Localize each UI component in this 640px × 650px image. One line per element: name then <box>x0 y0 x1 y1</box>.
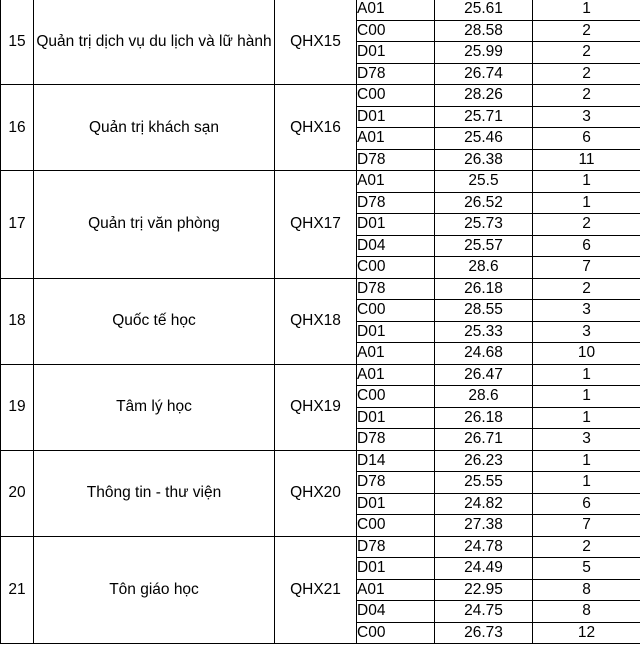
subject-combination-cell: D78 <box>357 278 435 300</box>
priority-rank-cell: 8 <box>533 579 640 601</box>
major-name-cell: Quản trị khách sạn <box>34 85 275 171</box>
subject-combination-cell: D04 <box>357 601 435 623</box>
priority-rank-cell: 3 <box>533 106 640 128</box>
major-number-cell: 18 <box>1 278 34 364</box>
admission-score-cell: 28.6 <box>435 386 533 408</box>
table-row <box>1 364 640 386</box>
admission-score-cell: 25.5 <box>435 171 533 193</box>
table-body <box>1 0 640 644</box>
admission-score-cell: 26.71 <box>435 429 533 451</box>
admission-score-cell: 24.68 <box>435 343 533 365</box>
admission-score-cell: 28.6 <box>435 257 533 279</box>
subject-combination-cell: D78 <box>357 472 435 494</box>
priority-rank-cell: 7 <box>533 257 640 279</box>
subject-combination-cell: D78 <box>357 536 435 558</box>
subject-combination-cell: C00 <box>357 386 435 408</box>
major-number-cell: 21 <box>1 536 34 644</box>
admission-score-cell: 24.75 <box>435 601 533 623</box>
admission-score-cell: 26.47 <box>435 364 533 386</box>
subject-combination-cell: C00 <box>357 257 435 279</box>
priority-rank-cell: 1 <box>533 450 640 472</box>
subject-combination-cell: D01 <box>357 106 435 128</box>
admission-score-cell: 26.38 <box>435 149 533 171</box>
admission-score-cell: 25.61 <box>435 0 533 20</box>
subject-combination-cell: D78 <box>357 63 435 85</box>
priority-rank-cell: 3 <box>533 300 640 322</box>
admission-score-cell: 22.95 <box>435 579 533 601</box>
major-code-cell: QHX20 <box>275 450 357 536</box>
priority-rank-cell: 2 <box>533 536 640 558</box>
priority-rank-cell: 2 <box>533 278 640 300</box>
subject-combination-cell: D78 <box>357 192 435 214</box>
table-row <box>1 278 640 300</box>
major-name-cell: Quản trị văn phòng <box>34 171 275 279</box>
priority-rank-cell: 7 <box>533 515 640 537</box>
priority-rank-cell: 10 <box>533 343 640 365</box>
major-number-cell: 17 <box>1 171 34 279</box>
major-code-cell: QHX18 <box>275 278 357 364</box>
admission-score-cell: 27.38 <box>435 515 533 537</box>
major-name-cell: Tâm lý học <box>34 364 275 450</box>
major-number-cell: 19 <box>1 364 34 450</box>
priority-rank-cell: 2 <box>533 63 640 85</box>
subject-combination-cell: A01 <box>357 579 435 601</box>
major-code-cell: QHX19 <box>275 364 357 450</box>
admission-score-cell: 25.55 <box>435 472 533 494</box>
admission-score-cell: 28.26 <box>435 85 533 107</box>
table-row <box>1 450 640 472</box>
priority-rank-cell: 3 <box>533 429 640 451</box>
major-code-cell: QHX16 <box>275 85 357 171</box>
major-name-cell: Quốc tế học <box>34 278 275 364</box>
priority-rank-cell: 1 <box>533 0 640 20</box>
subject-combination-cell: C00 <box>357 300 435 322</box>
priority-rank-cell: 11 <box>533 149 640 171</box>
admission-score-cell: 26.52 <box>435 192 533 214</box>
priority-rank-cell: 2 <box>533 20 640 42</box>
subject-combination-cell: C00 <box>357 515 435 537</box>
priority-rank-cell: 8 <box>533 601 640 623</box>
priority-rank-cell: 1 <box>533 472 640 494</box>
priority-rank-cell: 6 <box>533 235 640 257</box>
subject-combination-cell: C00 <box>357 20 435 42</box>
priority-rank-cell: 1 <box>533 364 640 386</box>
admission-score-cell: 26.74 <box>435 63 533 85</box>
subject-combination-cell: D78 <box>357 429 435 451</box>
priority-rank-cell: 1 <box>533 192 640 214</box>
priority-rank-cell: 2 <box>533 85 640 107</box>
major-name-cell: Thông tin - thư viện <box>34 450 275 536</box>
admission-score-cell: 25.33 <box>435 321 533 343</box>
subject-combination-cell: D04 <box>357 235 435 257</box>
admission-score-cell: 26.73 <box>435 622 533 644</box>
admission-score-cell: 25.99 <box>435 42 533 64</box>
subject-combination-cell: A01 <box>357 0 435 20</box>
admission-score-cell: 26.18 <box>435 407 533 429</box>
admission-score-cell: 25.46 <box>435 128 533 150</box>
admission-score-cell: 26.18 <box>435 278 533 300</box>
major-name-cell: Quản trị dịch vụ du lịch và lữ hành <box>34 0 275 85</box>
priority-rank-cell: 3 <box>533 321 640 343</box>
priority-rank-cell: 1 <box>533 407 640 429</box>
subject-combination-cell: D14 <box>357 450 435 472</box>
subject-combination-cell: D01 <box>357 321 435 343</box>
subject-combination-cell: D78 <box>357 149 435 171</box>
admission-score-cell: 25.71 <box>435 106 533 128</box>
table-row <box>1 171 640 193</box>
priority-rank-cell: 6 <box>533 493 640 515</box>
admission-score-cell: 24.49 <box>435 558 533 580</box>
major-number-cell: 20 <box>1 450 34 536</box>
subject-combination-cell: A01 <box>357 171 435 193</box>
admission-score-cell: 26.23 <box>435 450 533 472</box>
priority-rank-cell: 5 <box>533 558 640 580</box>
major-number-cell: 15 <box>1 0 34 85</box>
major-number-cell: 16 <box>1 85 34 171</box>
priority-rank-cell: 1 <box>533 171 640 193</box>
admission-score-cell: 24.78 <box>435 536 533 558</box>
subject-combination-cell: D01 <box>357 214 435 236</box>
admission-score-cell: 24.82 <box>435 493 533 515</box>
table-row <box>1 0 640 20</box>
major-name-cell: Tôn giáo học <box>34 536 275 644</box>
priority-rank-cell: 6 <box>533 128 640 150</box>
table-row <box>1 85 640 107</box>
table-row <box>1 536 640 558</box>
subject-combination-cell: D01 <box>357 493 435 515</box>
priority-rank-cell: 1 <box>533 386 640 408</box>
subject-combination-cell: D01 <box>357 558 435 580</box>
admission-score-cell: 28.55 <box>435 300 533 322</box>
subject-combination-cell: C00 <box>357 622 435 644</box>
admission-score-cell: 25.73 <box>435 214 533 236</box>
major-code-cell: QHX21 <box>275 536 357 644</box>
major-code-cell: QHX15 <box>275 0 357 85</box>
subject-combination-cell: A01 <box>357 128 435 150</box>
subject-combination-cell: D01 <box>357 407 435 429</box>
admission-score-cell: 28.58 <box>435 20 533 42</box>
priority-rank-cell: 2 <box>533 42 640 64</box>
subject-combination-cell: A01 <box>357 364 435 386</box>
priority-rank-cell: 2 <box>533 214 640 236</box>
subject-combination-cell: D01 <box>357 42 435 64</box>
priority-rank-cell: 12 <box>533 622 640 644</box>
subject-combination-cell: C00 <box>357 85 435 107</box>
subject-combination-cell: A01 <box>357 343 435 365</box>
admission-score-cell: 25.57 <box>435 235 533 257</box>
major-code-cell: QHX17 <box>275 171 357 279</box>
